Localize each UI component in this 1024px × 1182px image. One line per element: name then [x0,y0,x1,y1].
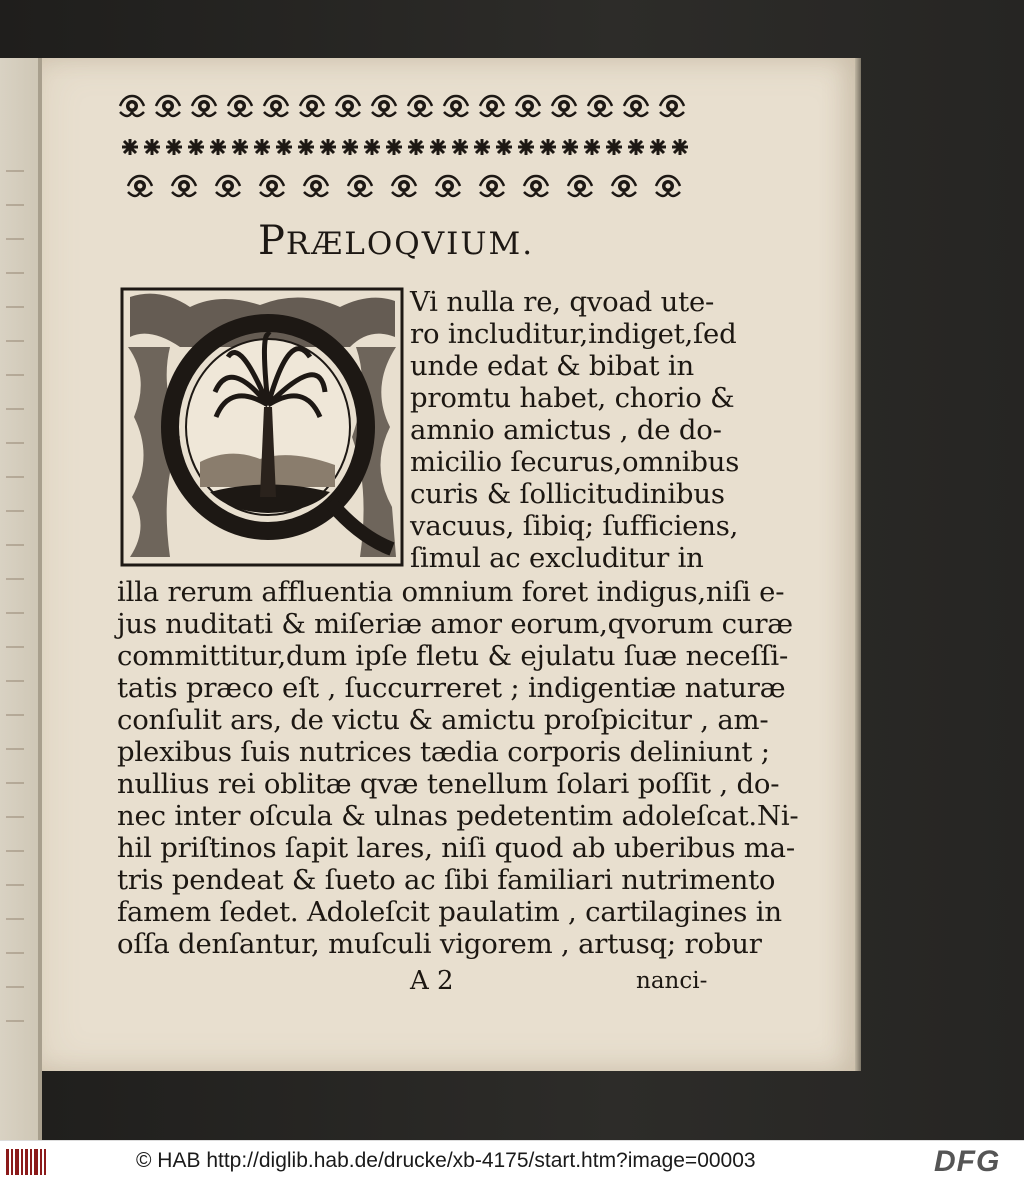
text-line: famem ſedet. Adoleſcit paulatim , cartilagines in [117,896,782,928]
text-line: hil priſtinos ſapit lares, niſi quod ab uberibus ma- [117,832,795,864]
title-rest: RÆLOQVIUM. [285,226,535,262]
text-line: illa rerum affluentia omnium foret indigus,niſi e- [117,576,785,608]
text-line: ro includitur,indiget,ſed [410,318,737,350]
text-line: Vi nulla re, qvoad ute- [410,286,715,318]
text-line: micilio ſecurus,omnibus [410,446,740,478]
signature-mark: A 2 [410,966,454,996]
copyright-link[interactable]: © HAB http://diglib.hab.de/drucke/xb-4175/start.htm?image=00003 [136,1149,756,1172]
text-line: oſſa denſantur, muſculi vigorem , artusq; robur [117,928,762,960]
text-line: conſulit ars, de victu & amictu proſpicitur , am- [117,704,769,736]
title-initial: P [258,218,286,264]
footer-bar [0,1140,1024,1182]
decorative-headpiece [118,92,700,204]
text-line: plexibus ſuis nutrices tædia corporis deliniunt ; [117,736,770,768]
facing-page-edge [0,58,38,1140]
catchword: nanci- [636,968,708,994]
text-line: curis & ſollicitudinibus [410,478,725,510]
page-title [258,218,534,264]
page-edge [855,58,861,1071]
hab-barcode-logo-icon [6,1149,46,1175]
text-line: promtu habet, chorio & [410,382,735,414]
dfg-logo: DFG [934,1145,1001,1178]
text-line: vacuus, ſibiq; ſufficiens, [410,510,739,542]
text-line: tatis præco eſt , ſuccurreret ; indigentiæ naturæ [117,672,786,704]
text-line: amnio amictus , de do- [410,414,722,446]
text-line: committitur,dum ipſe fletu & ejulatu ſuæ neceſſi- [117,640,789,672]
text-line: nec inter oſcula & ulnas pedetentim adoleſcat.Ni- [117,800,799,832]
text-line: unde edat & bibat in [410,350,695,382]
decorated-initial-q-palm-tree [120,287,404,567]
text-line: ſimul ac excluditur in [410,542,704,574]
text-line: tris pendeat & ſueto ac ſibi familiari nutrimento [117,864,776,896]
text-line: jus nuditati & miſeriæ amor eorum,qvorum curæ [117,608,793,640]
text-line: nullius rei oblitæ qvæ tenellum ſolari poſſit , do- [117,768,780,800]
